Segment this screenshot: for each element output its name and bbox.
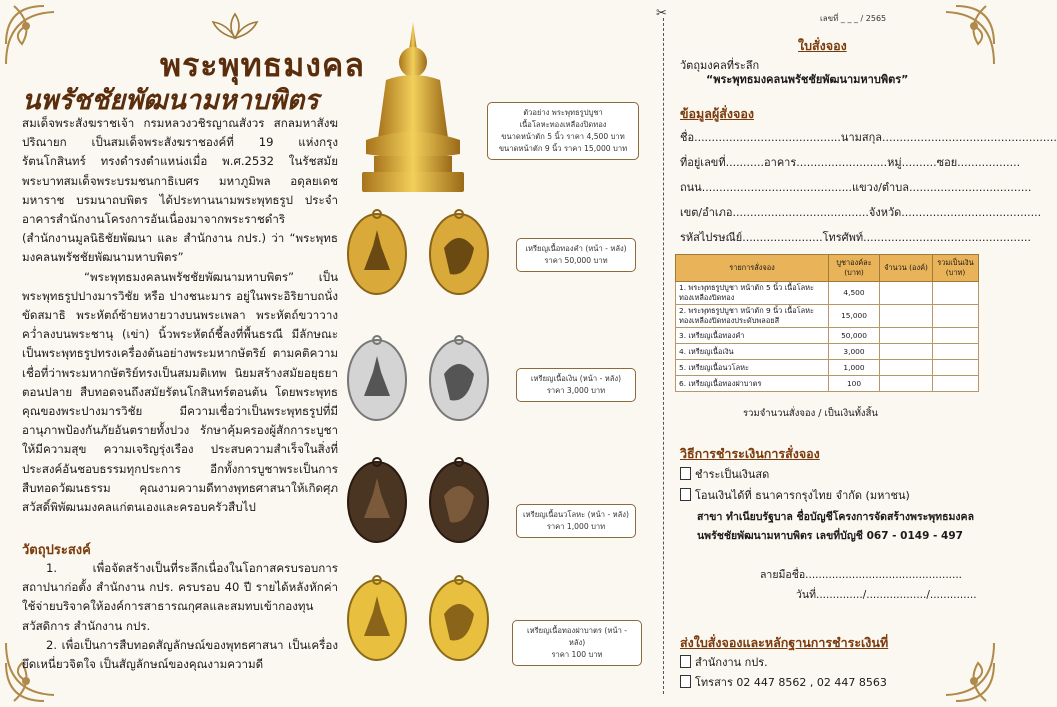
order-form-title: ใบสั่งจอง [798,38,847,53]
pay-transfer-option[interactable] [680,486,910,504]
sum-cell[interactable] [933,376,979,392]
medal-price: ราคา 3,000 บาท [546,386,606,395]
corner-ornament-icon [916,4,996,84]
brass-medal-back-image [428,574,490,662]
item-cell: 4. เหรียญเนื้อเงิน [676,344,829,360]
item-name: “พระพุทธมงคลนพรัชชัยพัฒนามหาบพิตร” [706,73,909,86]
scissors-icon: ✂ [656,6,667,21]
orderer-info-title: ข้อมูลผู้สั่งจอง [680,106,754,121]
send-office-option[interactable] [680,653,768,671]
history-paragraph: “พระพุทธมงคลนพรัชชัยพัฒนามหาบพิตร” เป็นพระพุทธรูปปางมารวิชัย หรือ ปางชนะมาร อยู่ในพระอิริยาบถนั่งขัดสมาธิ พระหัตถ์ซ้ายหงายวางบนพระเพลา พระหัตถ์ขวาวางคว่ำลงบนพระชานุ (เข่า) นิ้วพระหัตถ์ชี้ลงที่พื้นธรณี มีลักษณะเป็นพระพุทธรูปทรงเครื่องต้นอย่างพระมหากษัตริย์ ตามคติความเชื่อที่ว่าพระมหากษัตริย์ทรงเป็นสมมติเทพ นิยมสร้างสมัยอยุธยาตอนปลาย สืบทอดจนถึงสมัยรัตนโกสินทร์ตอนต้น โดยพระพุทธคุณของพระปางมารวิชัย มีความเชื่อว่าเป็นพระพุทธรูปที่มีอานุภาพป้องกันภัยอันตรายทั้งปวง รักษาคุ้มครองผู้สักการะบูชาให้มีความสุข ความเจริญรุ่งเรือง ประสบความสำเร็จในสิ่งที่ประสงค์อันชอบธรรมทุกประการ อีกทั้งการบูชาพระเป็นการสืบทอดวัฒนธรรม คุณงามความดีทางพุทธศาสนาให้เกิดศุภสวัสดิ์พิพัฒนมงคลแก่ตนเองและครอบครัวสืบไป [22,269,338,515]
sum-cell[interactable] [933,360,979,376]
item-cell: 3. เหรียญเนื้อทองคำ [676,328,829,344]
item-cell: 2. พระพุทธรูปบูชา หน้าตัก 9 นิ้ว เนื้อโลหะทองเหลืองปิดทองประดับพลอยสี [676,305,829,328]
table-header: รายการสั่งจอง [676,255,829,282]
send-fax-option[interactable] [680,673,887,691]
price-cell: 3,000 [829,344,880,360]
medal-name: เหรียญเนื้อนวโลหะ (หน้า - หลัง) [523,510,629,519]
item-label: วัตถุมงคลที่ระลึก [680,59,760,72]
objective-heading: วัตถุประสงค์ [22,543,91,558]
objective-list [22,559,338,674]
name-field[interactable]: ชื่อ..........................................นามสกุล.................................................. [680,131,1057,144]
medal-price: ราคา 1,000 บาท [546,522,606,531]
medal-caption [516,368,636,402]
date-field[interactable]: วันที่............../................../.............. [796,589,977,601]
medal-name: เหรียญเนื้อเงิน (หน้า - หลัง) [530,374,622,383]
statue-caption [487,102,639,160]
gold-medal-front-image [346,208,408,296]
checkbox-icon[interactable] [680,467,691,480]
history-paragraph: สมเด็จพระสังฆราชเจ้า กรมหลวงวชิรญาณสังวร สกลมหาสังฆปริณายก เป็นสมเด็จพระสังฆราชองค์ที่ 19 แห่งกรุงรัตนโกสินทร์ ทรงดำรงตำแหน่งเมื่อ พ.ศ.2532 ในรัชสมัยพระบาทสมเด็จพระบรมชนกาธิเบศร มหาภูมิพล อดุลยเดชมหาราช บรมนาถบพิตร ได้ประทานนามพระพุทธรูป ประจำอาคารสำนักงานโครงการอันเนื่องมาจากพระราชดำริ (สำนักงานมูลนิธิชัยพัฒนา และ สำนักงาน กปร.) ว่า “พระพุทธมงคลนพรัชชัยพัฒนามหาบพิตร” [22,116,338,265]
medal-name: เหรียญเนื้อทองคำ (หน้า - หลัง) [525,244,627,253]
table-row [676,360,979,376]
brass-medal-front-image [346,574,408,662]
caption-line: ขนาดหน้าตัก 5 นิ้ว ราคา 4,500 บาท [501,132,625,141]
medal-caption [512,620,642,666]
send-title: ส่งใบสั่งจองและหลักฐานการชำระเงินที่ [680,635,889,650]
table-header: รวมเป็นเงิน (บาท) [933,255,979,282]
gold-medal-back-image [428,208,490,296]
signature-field[interactable]: ลายมือชื่อ............................................... [760,569,963,581]
sum-cell[interactable] [933,282,979,305]
qty-cell[interactable] [880,328,933,344]
payment-title: วิธีการชำระเงินการสั่งจอง [680,446,820,461]
checkbox-icon[interactable] [680,488,691,501]
medal-name: เหรียญเนื้อทองฝาบาตร (หน้า - หลัง) [526,626,628,647]
bronze-medal-front-image [346,456,408,544]
send-office-label: สำนักงาน กปร. [695,656,768,669]
corner-ornament-icon [4,4,84,84]
medal-caption [516,504,636,538]
sum-cell[interactable] [933,305,979,328]
document-number: เลขที่ _ _ _ / 2565 [820,14,887,23]
cut-line [663,18,664,694]
medal-price: ราคา 50,000 บาท [544,256,608,265]
caption-line: ตัวอย่าง พระพุทธรูปบูชา [523,108,603,117]
history-text [22,114,338,517]
table-row [676,305,979,328]
objective-item: 2. เพื่อเป็นการสืบทอดสัญลักษณ์ของพุทธศาสนา เป็นเครื่องยึดเหนี่ยวจิตใจ เป็นสัญลักษณ์ของคุณงามความดี [22,637,338,672]
bronze-medal-back-image [428,456,490,544]
page-subtitle: นพรัชชัยพัฒนามหาบพิตร [22,85,319,116]
table-header: บูชาองค์ละ (บาท) [829,255,880,282]
item-cell: 5. เหรียญเนื้อนวโลหะ [676,360,829,376]
price-cell: 1,000 [829,360,880,376]
caption-line: ขนาดหน้าตัก 9 นิ้ว ราคา 15,000 บาท [498,144,628,153]
pay-cash-option[interactable] [680,465,769,483]
table-row [676,328,979,344]
postal-phone-field[interactable]: รหัสไปรษณีย์.......................โทรศัพท์................................................ [680,231,1032,244]
checkbox-icon[interactable] [680,655,691,668]
price-cell: 100 [829,376,880,392]
district-field[interactable]: เขต/อำเภอ.......................................จังหวัด........................................ [680,206,1042,219]
qty-cell[interactable] [880,376,933,392]
table-row [676,344,979,360]
send-fax-label: โทรสาร 02 447 8562 , 02 447 8563 [695,676,887,689]
medal-price: ราคา 100 บาท [551,650,603,659]
item-cell: 1. พระพุทธรูปบูชา หน้าตัก 5 นิ้ว เนื้อโลหะทองเหลืองปิดทอง [676,282,829,305]
order-table [675,254,979,392]
price-cell: 15,000 [829,305,880,328]
bank-branch: สาขา ทำเนียบรัฐบาล ชื่อบัญชีโครงการจัดสร้างพระพุทธมงคล [697,511,975,523]
pay-cash-label: ชำระเป็นเงินสด [695,468,770,481]
price-cell: 50,000 [829,328,880,344]
corner-ornament-icon [916,623,996,703]
silver-medal-front-image [346,334,408,422]
caption-line: เนื้อโลหะทองเหลืองปิดทอง [519,120,607,129]
table-header: จำนวน (องค์) [880,255,933,282]
qty-cell[interactable] [880,360,933,376]
total-label: รวมจำนวนสั่งจอง / เป็นเงินทั้งสิ้น [743,408,878,419]
objective-item: 1. เพื่อจัดสร้างเป็นที่ระลึกเนื่องในโอกาสครบรอบการสถาปนาก่อตั้ง สำนักงาน กปร. ครบรอบ 40 ปี รายได้หลังหักค่าใช้จ่ายบริจาคให้องค์การสาธารณกุศลและสมทบเข้ากองทุนสวัสดิการ สำนักงาน กปร. [22,561,338,633]
checkbox-icon[interactable] [680,675,691,688]
qty-cell[interactable] [880,305,933,328]
sum-cell[interactable] [933,328,979,344]
bank-account: นพรัชชัยพัฒนามหาบพิตร เลขที่บัญชี 067 - 0149 - 497 [697,530,963,542]
qty-cell[interactable] [880,344,933,360]
address-field[interactable]: ที่อยู่เลขที่...........อาคาร..........................หมู่..........ซอย.................. [680,156,1021,169]
lotus-icon [205,12,265,42]
medal-caption [516,238,636,272]
table-row [676,376,979,392]
pay-transfer-label: โอนเงินได้ที่ ธนาคารกรุงไทย จำกัด (มหาชน) [695,489,910,502]
price-cell: 4,500 [829,282,880,305]
table-row [676,282,979,305]
road-field[interactable]: ถนน...........................................แขวง/ตำบล................................... [680,181,1032,194]
qty-cell[interactable] [880,282,933,305]
silver-medal-back-image [428,334,490,422]
buddha-statue-image [348,20,478,196]
sum-cell[interactable] [933,344,979,360]
item-cell: 6. เหรียญเนื้อทองฝาบาตร [676,376,829,392]
page-title: พระพุทธมงคล [160,46,365,84]
